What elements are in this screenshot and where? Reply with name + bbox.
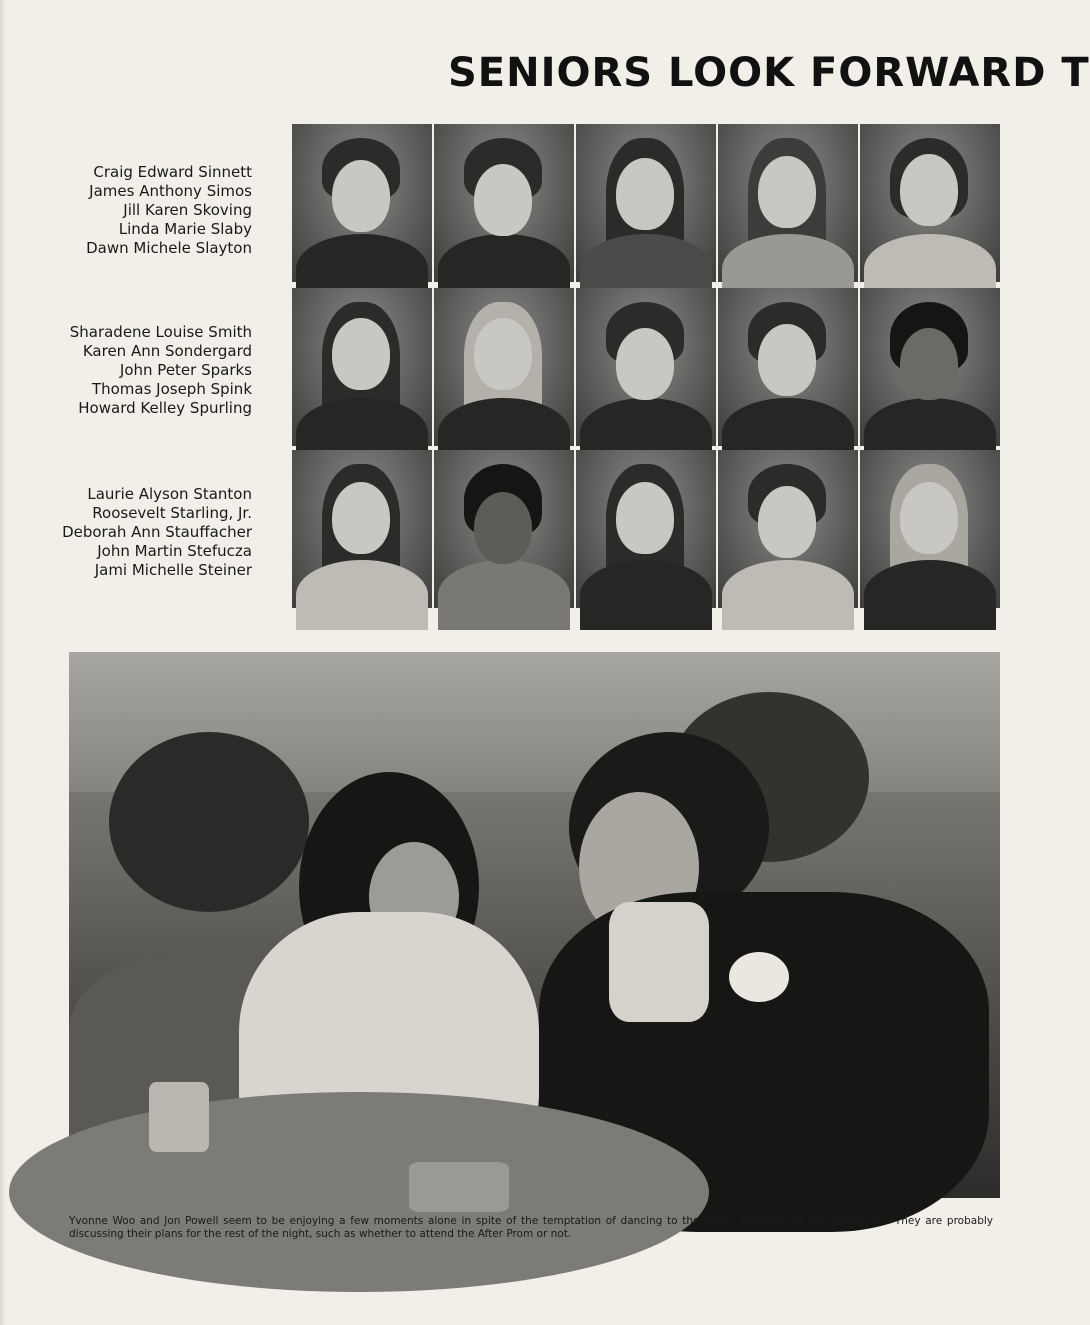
portrait bbox=[860, 124, 1000, 282]
portrait bbox=[434, 288, 574, 446]
student-name: Thomas Joseph Spink bbox=[91, 380, 252, 398]
portrait bbox=[434, 450, 574, 608]
portrait bbox=[576, 124, 716, 282]
student-name: Roosevelt Starling, Jr. bbox=[92, 504, 252, 522]
portrait bbox=[860, 450, 1000, 608]
portrait bbox=[576, 450, 716, 608]
portrait bbox=[718, 124, 858, 282]
portrait bbox=[292, 450, 432, 608]
student-name: Deborah Ann Stauffacher bbox=[62, 523, 252, 541]
student-name: Jami Michelle Steiner bbox=[94, 561, 252, 579]
portrait-grid bbox=[292, 124, 1000, 612]
portrait bbox=[718, 288, 858, 446]
photo-caption: Yvonne Woo and Jon Powell seem to be enjoying a few moments alone in spite of the temptation of dancing to the music provided by the Aristocrats. They are probably discussing their plans for the rest of the night, such as whether to attend the After Prom or not. bbox=[69, 1215, 993, 1240]
student-name: Howard Kelley Spurling bbox=[78, 399, 252, 417]
student-name: John Martin Stefucza bbox=[97, 542, 252, 560]
student-name: Laurie Alyson Stanton bbox=[87, 485, 252, 503]
portrait bbox=[860, 288, 1000, 446]
student-name: Jill Karen Skoving bbox=[123, 201, 252, 219]
portrait bbox=[434, 124, 574, 282]
page-headline: SENIORS LOOK FORWARD T bbox=[448, 50, 1090, 96]
student-name: Linda Marie Slaby bbox=[118, 220, 252, 238]
student-name: John Peter Sparks bbox=[119, 361, 252, 379]
student-name: Sharadene Louise Smith bbox=[69, 323, 252, 341]
student-name: Craig Edward Sinnett bbox=[93, 163, 252, 181]
prom-photo bbox=[69, 652, 1000, 1198]
student-name: James Anthony Simos bbox=[89, 182, 252, 200]
student-name: Karen Ann Sondergard bbox=[82, 342, 252, 360]
student-name: Dawn Michele Slayton bbox=[86, 239, 252, 257]
page-edge bbox=[0, 0, 6, 1325]
portrait bbox=[292, 288, 432, 446]
portrait bbox=[292, 124, 432, 282]
portrait bbox=[718, 450, 858, 608]
name-list-row-1 bbox=[12, 163, 252, 258]
name-list-row-3 bbox=[12, 485, 252, 580]
name-list-row-2 bbox=[12, 323, 252, 418]
portrait bbox=[576, 288, 716, 446]
